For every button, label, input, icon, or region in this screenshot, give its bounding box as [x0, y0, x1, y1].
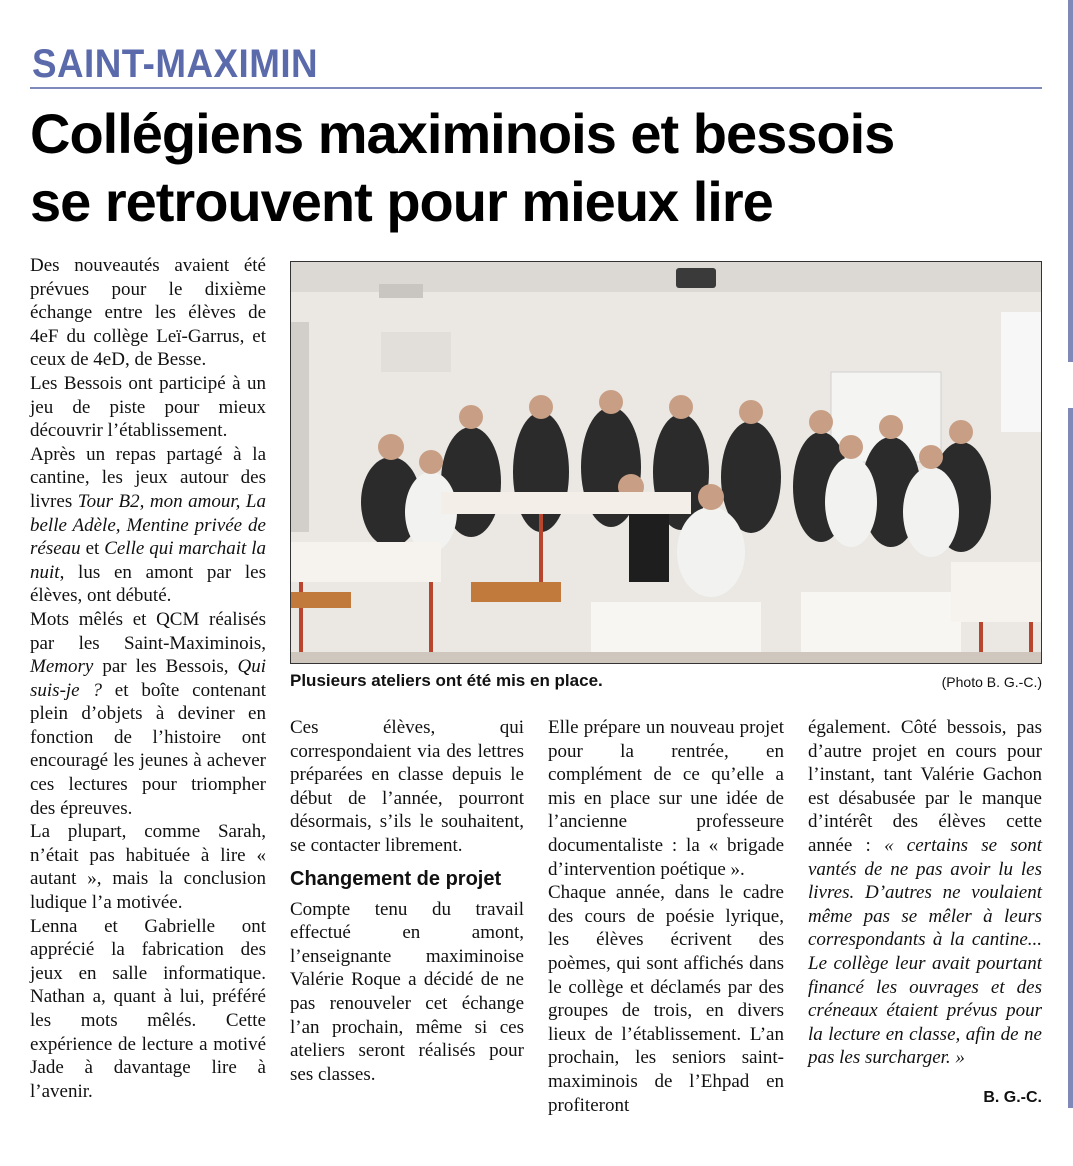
- text-run: Mots mêlés et QCM réalisés par les Saint-Maximinois,: [30, 608, 266, 654]
- headline: [30, 100, 1050, 236]
- photo-caption: Plusieurs ateliers ont été mis en place.: [290, 671, 603, 690]
- paragraph: [30, 443, 266, 608]
- paragraph: Compte tenu du travail effectué en amont, l’enseignante maximinoise Valérie Roque a décidé de ne pas renouveler cet échange l’an prochain, même si ces ateliers seront réalisés pour ses classes.: [290, 898, 524, 1085]
- headline-line-1: Collégiens maximinois et bessois: [30, 102, 895, 165]
- paragraph: Ces élèves, qui correspondaient via des lettres préparées en classe depuis le début de l’année, pourront désormais, s’ils le souhaitent, se contacter librement.: [290, 717, 524, 856]
- page-edge-bar-top: [1068, 0, 1073, 362]
- article-column-1: [30, 254, 266, 1103]
- article-column-4: [808, 716, 1042, 1070]
- photo-credit: (Photo B. G.-C.): [941, 674, 1042, 690]
- paragraph: Les Bessois ont participé à un jeu de piste pour mieux découvrir l’établissement.: [30, 372, 266, 442]
- text-run: et: [80, 538, 105, 560]
- paragraph: Chaque année, dans le cadre des cours de poésie lyrique, les élèves écrivent des poèmes, qui sont affichés dans le collège et déclamés par des groupes de trois, en divers lieux de l’établissement. L’an prochain, les seniors saint-maximinois de l’Ehpad en profiteront: [548, 882, 784, 1116]
- paragraph: [808, 716, 1042, 1070]
- article-photo: [290, 261, 1042, 664]
- text-run: également. Côté bessois, pas d’autre projet en cours pour l’instant, tant Valérie Gachon est désabusée par le manque d’intérêt des élèves cette année :: [808, 717, 1042, 856]
- page-edge-bar-bottom: [1068, 408, 1073, 1108]
- game-name: Memory: [30, 656, 94, 678]
- text-run: , lus en amont par les élèves, ont débuté.: [30, 561, 266, 607]
- paragraph: [30, 608, 266, 820]
- text-run: Après un repas partagé à la cantine, les jeux autour des livres: [30, 443, 266, 512]
- article-column-3: [548, 716, 784, 1117]
- author-signature: B. G.-C.: [983, 1089, 1042, 1106]
- quote: « certains se sont vantés de ne pas avoir lu les livres. D’autres ne voulaient même pas se mêler à leurs correspondants à la cantine... Le collège leur avait pourtant financé les ouvrages et des créneaux étaient prévus pour la lecture en classe, afin de ne pas les surcharger. »: [808, 834, 1042, 1069]
- paragraph: La plupart, comme Sarah, n’était pas habituée à lire « autant », mais la conclusion ludique l’a motivée.: [30, 821, 266, 914]
- headline-line-2: se retrouvent pour mieux lire: [30, 170, 773, 233]
- text-run: par les Bessois,: [93, 656, 238, 678]
- section-rule: [30, 87, 1042, 89]
- article-column-2: [290, 716, 524, 1086]
- section-label: SAINT-MAXIMIN: [32, 42, 319, 86]
- game-name: Qui suis-je ?: [30, 656, 266, 701]
- classroom-photo-illustration: [291, 262, 1041, 663]
- subheading: Changement de projet: [290, 867, 502, 890]
- paragraph: Des nouveautés avaient été prévues pour le dixième échange entre les élèves de 4eF du collège Leï-Garrus, et ceux de 4eD, de Besse.: [30, 255, 266, 371]
- book-title: Celle qui marchait la nuit: [30, 538, 266, 583]
- paragraph: Elle prépare un nouveau projet pour la rentrée, en complément de ce qu’elle a mis en place sur une idée de l’ancienne professeure documentaliste : la « brigade d’intervention poétique ».: [548, 717, 784, 880]
- text-run: et boîte contenant plein d’objets à deviner en fonction de l’histoire ont encouragé les jeunes à achever ces lectures pour triompher des épreuves.: [30, 679, 267, 819]
- paragraph: Lenna et Gabrielle ont apprécié la fabrication des jeux en salle informatique. Nathan a, quant à lui, préféré les mots mêlés. Cette expérience de lecture a motivé Jade à davantage lire à l’avenir.: [30, 915, 266, 1102]
- book-titles: Tour B2, mon amour, La belle Adèle, Mentine privée de réseau: [30, 490, 266, 560]
